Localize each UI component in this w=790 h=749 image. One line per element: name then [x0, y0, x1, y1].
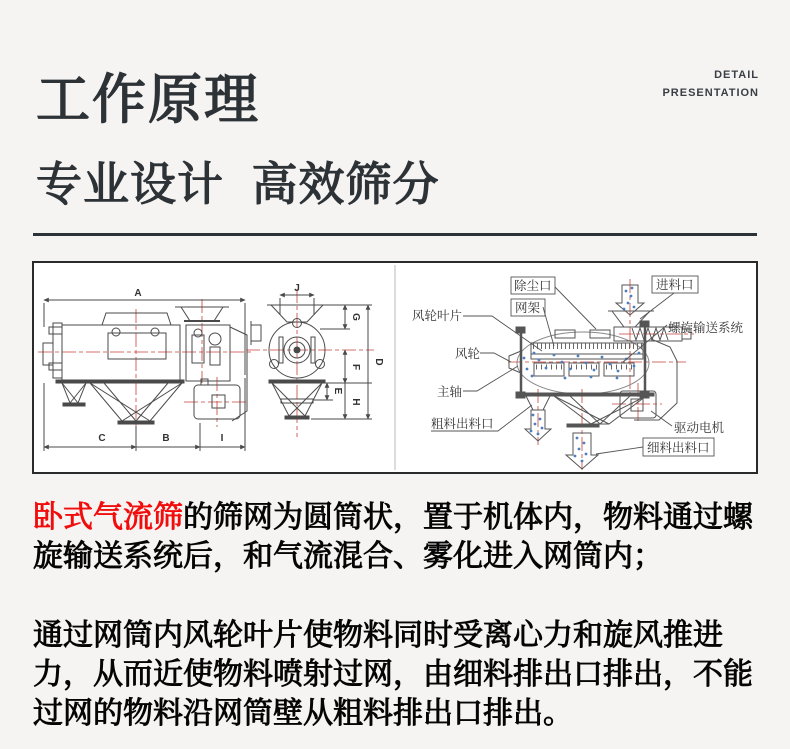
eyebrow: [662, 66, 759, 102]
eyebrow-line2: PRESENTATION: [662, 87, 759, 99]
dim-label-i: I: [220, 433, 224, 444]
dim-label-e: E: [332, 387, 343, 395]
label-main-shaft: 主轴: [437, 385, 463, 399]
dim-label-d: D: [373, 358, 384, 366]
side-view-dim-labels: [98, 288, 223, 444]
technical-diagram: [32, 261, 758, 474]
material-particles: [523, 287, 641, 463]
dim-label-f: F: [350, 363, 361, 371]
dim-label-j: J: [294, 283, 300, 294]
divider-line: [33, 233, 757, 236]
label-dust-port: 除尘口: [514, 279, 552, 293]
part-labels: [412, 277, 744, 455]
eyebrow-line1: DETAIL: [714, 69, 759, 81]
diagram-svg: [34, 263, 756, 472]
side-view-drawing: [38, 299, 252, 451]
dim-label-g: G: [350, 313, 361, 321]
dim-label-b: B: [162, 433, 170, 444]
page-title: 工作原理: [36, 70, 260, 130]
label-impeller: 风轮: [455, 347, 481, 361]
dim-label-a: A: [134, 288, 142, 299]
paragraph-1: [33, 498, 759, 576]
label-feed-inlet: 进料口: [656, 278, 694, 292]
dim-label-h: H: [350, 398, 361, 406]
label-coarse-outlet: 粗料出料口: [431, 417, 494, 431]
label-impeller-blade: 风轮叶片: [412, 309, 463, 323]
label-fine-outlet: 细料出料口: [647, 441, 710, 455]
label-mesh-frame: 网架: [515, 301, 541, 315]
description-text: [33, 498, 759, 733]
paragraph-1-rest: 的筛网为圆筒状，置于机体内，物料通过螺旋输送系统后，和气流混合、雾化进入网筒内；: [33, 501, 753, 573]
highlight-term: 卧式气流筛: [33, 501, 183, 534]
label-screw-conveyor: 螺旋输送系统: [668, 321, 744, 335]
paragraph-2: 通过网筒内风轮叶片使物料同时受离心力和旋风推进力，从而近使物料喷射过网，由细料排出口排出，不能过网的物料沿网筒壁从粗料排出口排出。: [33, 619, 753, 730]
page-subtitle: 专业设计 高效筛分: [36, 158, 440, 210]
end-view-dim-labels: [294, 283, 384, 406]
label-drive-motor: 驱动电机: [674, 421, 725, 435]
dim-label-c: C: [98, 433, 106, 444]
